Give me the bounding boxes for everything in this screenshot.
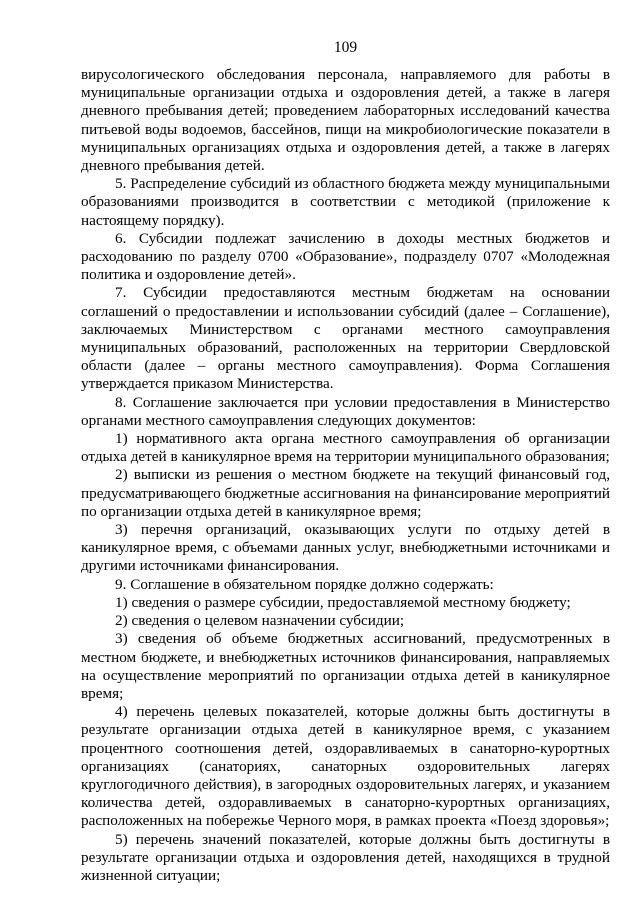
paragraph: 7. Субсидии предоставляются местным бюджетам на основании соглашений о предоставлении и использовании субсидий (далее – Соглашение), заключаемых Министерством с органами местного самоуправления муниципальных образований, расположенных на территории Свердловской области (далее – органы местного самоуправления). Форма Соглашения утверждается приказом Министерства. (81, 284, 610, 393)
paragraph: 5) перечень значений показателей, которые должны быть достигнуты в результате организации отдыха и оздоровления детей, находящихся в трудной жизненной ситуации; (81, 830, 610, 884)
paragraph: 6. Субсидии подлежат зачислению в доходы местных бюджетов и расходованию по разделу 0700 «Образование», подразделу 0707 «Молодежная политика и оздоровление детей». (81, 229, 610, 284)
paragraph: 4) перечень целевых показателей, которые должны быть достигнуты в результате организации отдыха детей в каникулярное время, с указанием процентного соотношения детей, оздоравливаемых в санаторно-курортных организациях (санаториях, санаторных оздоровительных лагерях круглогодичного действия), в загородных оздоровительных лагерях, и указанием количества детей, оздоравливаемых в санаторно-курортных организациях, расположенных на побережье Черного моря, в рамках проекта «Поезд здоровья»; (81, 703, 610, 830)
paragraph: 3) перечня организаций, оказывающих услуги по отдыху детей в каникулярное время, с объемами данных услуг, внебюджетными источниками и другими источниками финансирования. (81, 521, 610, 575)
document-body (81, 66, 610, 885)
paragraph: 9. Соглашение в обязательном порядке должно содержать: (115, 575, 494, 593)
paragraph: 5. Распределение субсидий из областного бюджета между муниципальными образованиями производится в соответствии с методикой (приложение к настоящему порядку). (81, 175, 610, 229)
paragraph: 1) сведения о размере субсидии, предоставляемой местному бюджету; (115, 593, 571, 611)
paragraph: вирусологического обследования персонала, направляемого для работы в муниципальные организации отдыха и оздоровления детей, а также в лагеря дневного пребывания детей; проведением лабораторных исследований качества питьевой воды водоемов, бассейнов, пищи на микробиологические показатели в муниципальных организациях отдыха и оздоровления детей, а также в лагерях дневного пребывания детей. (81, 66, 610, 175)
paragraph: 2) выписки из решения о местном бюджете на текущий финансовый год, предусматривающего бюджетные ассигнования на финансирование мероприятий по организации отдыха детей в каникулярное время; (81, 466, 610, 520)
page-number: 109 (333, 39, 358, 56)
paragraph: 3) сведения об объеме бюджетных ассигнований, предусмотренных в местном бюджете, и внебюджетных источников финансирования, направляемых на осуществление мероприятий по организации отдыха детей в каникулярное время; (81, 630, 610, 702)
paragraph: 1) нормативного акта органа местного самоуправления об организации отдыха детей в каникулярное время на территории муниципального образования; (81, 430, 610, 466)
paragraph: 8. Соглашение заключается при условии предоставления в Министерство органами местного самоуправления следующих документов: (81, 393, 610, 429)
paragraph: 2) сведения о целевом назначении субсидии; (115, 612, 405, 630)
